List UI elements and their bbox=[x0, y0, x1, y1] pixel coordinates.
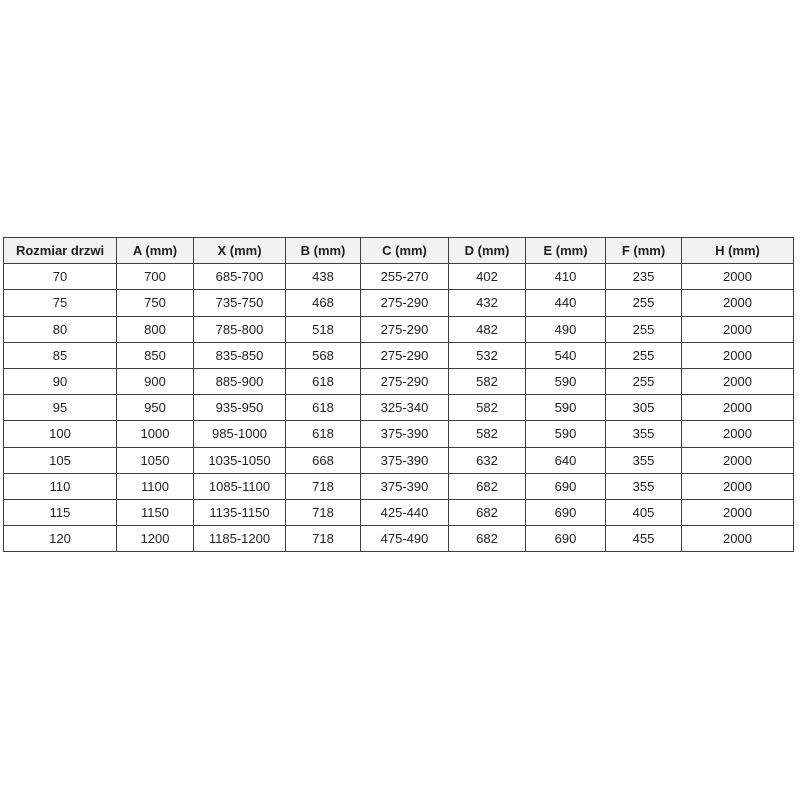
table-cell: 355 bbox=[606, 473, 682, 499]
column-header: B (mm) bbox=[286, 238, 361, 264]
table-row bbox=[4, 316, 794, 342]
table-cell: 375-390 bbox=[361, 473, 449, 499]
table-cell: 1050 bbox=[117, 447, 194, 473]
table-cell: 640 bbox=[526, 447, 606, 473]
table-cell: 2000 bbox=[682, 499, 794, 525]
table-cell: 2000 bbox=[682, 526, 794, 552]
column-header: D (mm) bbox=[449, 238, 526, 264]
column-header: E (mm) bbox=[526, 238, 606, 264]
table-cell: 900 bbox=[117, 368, 194, 394]
table-cell: 432 bbox=[449, 290, 526, 316]
table-cell: 690 bbox=[526, 473, 606, 499]
table-cell: 255 bbox=[606, 316, 682, 342]
column-header: A (mm) bbox=[117, 238, 194, 264]
table-cell: 532 bbox=[449, 342, 526, 368]
table-cell: 70 bbox=[4, 264, 117, 290]
table-cell: 275-290 bbox=[361, 316, 449, 342]
table-cell: 668 bbox=[286, 447, 361, 473]
table-cell: 2000 bbox=[682, 264, 794, 290]
table-cell: 1200 bbox=[117, 526, 194, 552]
table-body bbox=[4, 264, 794, 552]
table-row bbox=[4, 395, 794, 421]
table-cell: 590 bbox=[526, 395, 606, 421]
table-cell: 80 bbox=[4, 316, 117, 342]
table-cell: 1000 bbox=[117, 421, 194, 447]
table-cell: 438 bbox=[286, 264, 361, 290]
table-cell: 718 bbox=[286, 473, 361, 499]
table-row bbox=[4, 421, 794, 447]
table-cell: 235 bbox=[606, 264, 682, 290]
column-header: X (mm) bbox=[194, 238, 286, 264]
table-cell: 325-340 bbox=[361, 395, 449, 421]
table-cell: 405 bbox=[606, 499, 682, 525]
column-header: F (mm) bbox=[606, 238, 682, 264]
table-cell: 1085-1100 bbox=[194, 473, 286, 499]
table-cell: 682 bbox=[449, 526, 526, 552]
table-cell: 2000 bbox=[682, 395, 794, 421]
table-cell: 568 bbox=[286, 342, 361, 368]
table-cell: 885-900 bbox=[194, 368, 286, 394]
table-cell: 355 bbox=[606, 421, 682, 447]
table-cell: 455 bbox=[606, 526, 682, 552]
table-cell: 115 bbox=[4, 499, 117, 525]
column-header: H (mm) bbox=[682, 238, 794, 264]
table-cell: 1035-1050 bbox=[194, 447, 286, 473]
table-cell: 305 bbox=[606, 395, 682, 421]
table-cell: 75 bbox=[4, 290, 117, 316]
table-cell: 355 bbox=[606, 447, 682, 473]
table-cell: 590 bbox=[526, 421, 606, 447]
table-cell: 2000 bbox=[682, 316, 794, 342]
table-cell: 800 bbox=[117, 316, 194, 342]
table-cell: 90 bbox=[4, 368, 117, 394]
table-cell: 582 bbox=[449, 395, 526, 421]
table-cell: 700 bbox=[117, 264, 194, 290]
table-cell: 632 bbox=[449, 447, 526, 473]
table-cell: 375-390 bbox=[361, 447, 449, 473]
table-cell: 275-290 bbox=[361, 290, 449, 316]
table-cell: 2000 bbox=[682, 368, 794, 394]
table-cell: 1100 bbox=[117, 473, 194, 499]
table-cell: 618 bbox=[286, 395, 361, 421]
table-row bbox=[4, 342, 794, 368]
table-cell: 935-950 bbox=[194, 395, 286, 421]
door-dimensions-table bbox=[3, 237, 794, 552]
table-cell: 690 bbox=[526, 526, 606, 552]
table-row bbox=[4, 447, 794, 473]
table-cell: 255-270 bbox=[361, 264, 449, 290]
table-cell: 105 bbox=[4, 447, 117, 473]
table-cell: 375-390 bbox=[361, 421, 449, 447]
table-cell: 582 bbox=[449, 368, 526, 394]
table-cell: 440 bbox=[526, 290, 606, 316]
column-header: Rozmiar drzwi bbox=[4, 238, 117, 264]
table-cell: 518 bbox=[286, 316, 361, 342]
table-cell: 255 bbox=[606, 342, 682, 368]
table-cell: 2000 bbox=[682, 342, 794, 368]
table-cell: 100 bbox=[4, 421, 117, 447]
table-header-row bbox=[4, 238, 794, 264]
table-cell: 750 bbox=[117, 290, 194, 316]
table-cell: 110 bbox=[4, 473, 117, 499]
table-cell: 85 bbox=[4, 342, 117, 368]
table-cell: 1185-1200 bbox=[194, 526, 286, 552]
table-cell: 2000 bbox=[682, 421, 794, 447]
table-row bbox=[4, 368, 794, 394]
table-cell: 255 bbox=[606, 290, 682, 316]
table-cell: 402 bbox=[449, 264, 526, 290]
table-row bbox=[4, 264, 794, 290]
table-cell: 950 bbox=[117, 395, 194, 421]
table-cell: 682 bbox=[449, 499, 526, 525]
table-cell: 2000 bbox=[682, 473, 794, 499]
table-row bbox=[4, 526, 794, 552]
table-cell: 718 bbox=[286, 526, 361, 552]
table-cell: 275-290 bbox=[361, 342, 449, 368]
table-cell: 2000 bbox=[682, 447, 794, 473]
table-header bbox=[4, 238, 794, 264]
table-cell: 785-800 bbox=[194, 316, 286, 342]
column-header: C (mm) bbox=[361, 238, 449, 264]
table-cell: 690 bbox=[526, 499, 606, 525]
table-cell: 618 bbox=[286, 368, 361, 394]
table-cell: 1135-1150 bbox=[194, 499, 286, 525]
table-row bbox=[4, 499, 794, 525]
table-row bbox=[4, 473, 794, 499]
table-cell: 618 bbox=[286, 421, 361, 447]
table-cell: 490 bbox=[526, 316, 606, 342]
table-cell: 1150 bbox=[117, 499, 194, 525]
table-cell: 540 bbox=[526, 342, 606, 368]
table-cell: 985-1000 bbox=[194, 421, 286, 447]
table-cell: 255 bbox=[606, 368, 682, 394]
table-cell: 735-750 bbox=[194, 290, 286, 316]
table-cell: 275-290 bbox=[361, 368, 449, 394]
table-cell: 425-440 bbox=[361, 499, 449, 525]
table-cell: 475-490 bbox=[361, 526, 449, 552]
table-row bbox=[4, 290, 794, 316]
table-cell: 482 bbox=[449, 316, 526, 342]
table-cell: 95 bbox=[4, 395, 117, 421]
table-cell: 682 bbox=[449, 473, 526, 499]
table-cell: 468 bbox=[286, 290, 361, 316]
table-cell: 120 bbox=[4, 526, 117, 552]
table-cell: 590 bbox=[526, 368, 606, 394]
table-cell: 850 bbox=[117, 342, 194, 368]
table-cell: 685-700 bbox=[194, 264, 286, 290]
table-cell: 835-850 bbox=[194, 342, 286, 368]
table-cell: 2000 bbox=[682, 290, 794, 316]
table-cell: 718 bbox=[286, 499, 361, 525]
table-cell: 582 bbox=[449, 421, 526, 447]
table-cell: 410 bbox=[526, 264, 606, 290]
